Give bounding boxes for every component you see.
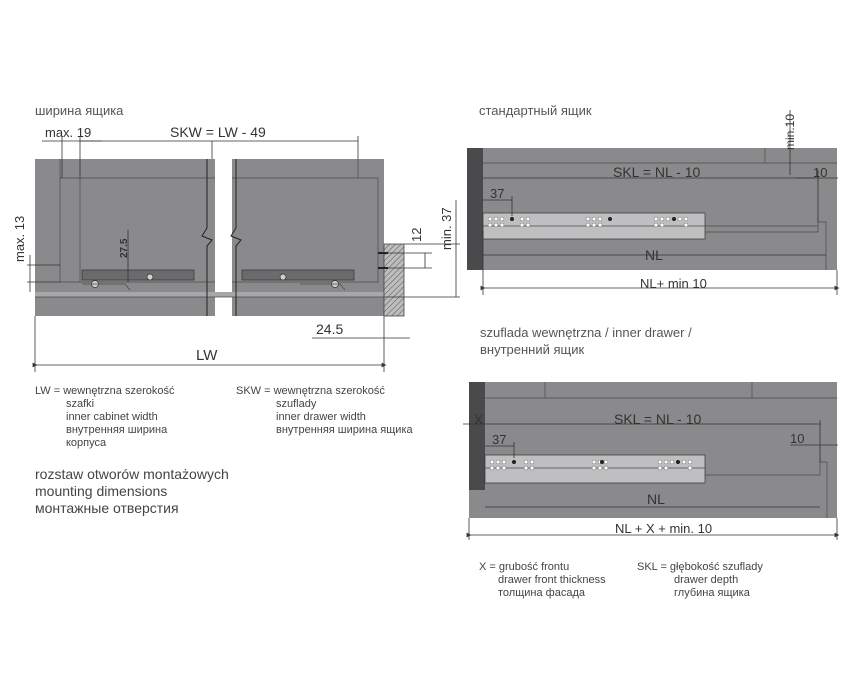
legend-lw-l3: inner cabinet width [66, 411, 158, 423]
legend-x-l3: толщина фасада [498, 587, 585, 599]
heading-inner-drawer-1: szuflada wewnętrzna / inner drawer / [480, 325, 692, 340]
std-dim-37: 37 [490, 186, 505, 201]
legend-skl [637, 561, 763, 600]
legend-x-key: X = grubość frontu [479, 561, 570, 573]
dim-27-5: 27.5 [119, 238, 130, 258]
heading-drawer-width: ширина ящика [35, 103, 124, 118]
heading-standard-drawer: стандартный ящик [479, 103, 592, 118]
std-dim-min10: min.10 [783, 113, 797, 150]
inner-dim-nl-x-min10: NL + X + min. 10 [615, 521, 713, 536]
dim-skw: SKW = LW - 49 [170, 124, 266, 140]
legend-lw [35, 385, 175, 450]
legend-skw-l3: inner drawer width [276, 411, 366, 423]
cabinet-base [35, 292, 384, 297]
legend-x-l2: drawer front thickness [498, 574, 606, 586]
std-dim-nl: NL [645, 247, 663, 263]
legend-skl-l2: drawer depth [674, 574, 739, 586]
dim-max13: max. 13 [12, 215, 27, 262]
legend-skl-l3: глубина ящика [674, 587, 750, 599]
dim-lw: LW [196, 347, 218, 364]
legend-lw-l2: szafki [66, 398, 95, 410]
legend-skl-key: SKL = głębokość szuflady [637, 561, 763, 573]
dim-12: 12 [409, 227, 424, 242]
legend-lw-l5: корпуса [66, 437, 107, 449]
std-dim-10: 10 [813, 165, 828, 180]
mounting-l1: rozstaw otworów montażowych [35, 466, 229, 482]
inner-dim-skl: SKL = NL - 10 [614, 411, 702, 427]
dim-min37: min. 37 [439, 207, 454, 250]
legend-lw-key: LW = wewnętrzna szerokość [35, 385, 175, 397]
legend-skw [236, 385, 413, 437]
inner-dim-nl: NL [647, 491, 665, 507]
cabinet-side-wall [384, 244, 404, 316]
inner-dim-10: 10 [790, 431, 805, 446]
inner-dim-x: X [474, 412, 483, 427]
dim-max19: max. 19 [45, 125, 92, 140]
mounting-l2: mounting dimensions [35, 483, 168, 499]
legend-skw-l2: szuflady [276, 398, 317, 410]
mounting-l3: монтажные отверстия [35, 500, 179, 516]
inner-cabinet-door [469, 382, 485, 490]
legend-lw-l4: внутренняя ширина [66, 424, 168, 436]
legend-skw-l4: внутренняя ширина ящика [276, 424, 413, 436]
heading-inner-drawer-2: внутренний ящик [480, 342, 585, 357]
runner-left [82, 270, 194, 280]
legend-x [479, 561, 606, 600]
std-dim-skl: SKL = NL - 10 [613, 164, 701, 180]
inner-dim-37: 37 [492, 432, 507, 447]
std-dim-nl-min10: NL+ min 10 [640, 276, 707, 291]
mounting-dimensions [35, 466, 229, 517]
standard-drawer-front [467, 148, 483, 270]
front-view [27, 136, 460, 372]
inner-drawer-view [463, 382, 838, 540]
legend-skw-key: SKW = wewnętrzna szerokość [236, 385, 385, 397]
dim-24-5: 24.5 [316, 321, 344, 337]
runner-right [242, 270, 354, 280]
